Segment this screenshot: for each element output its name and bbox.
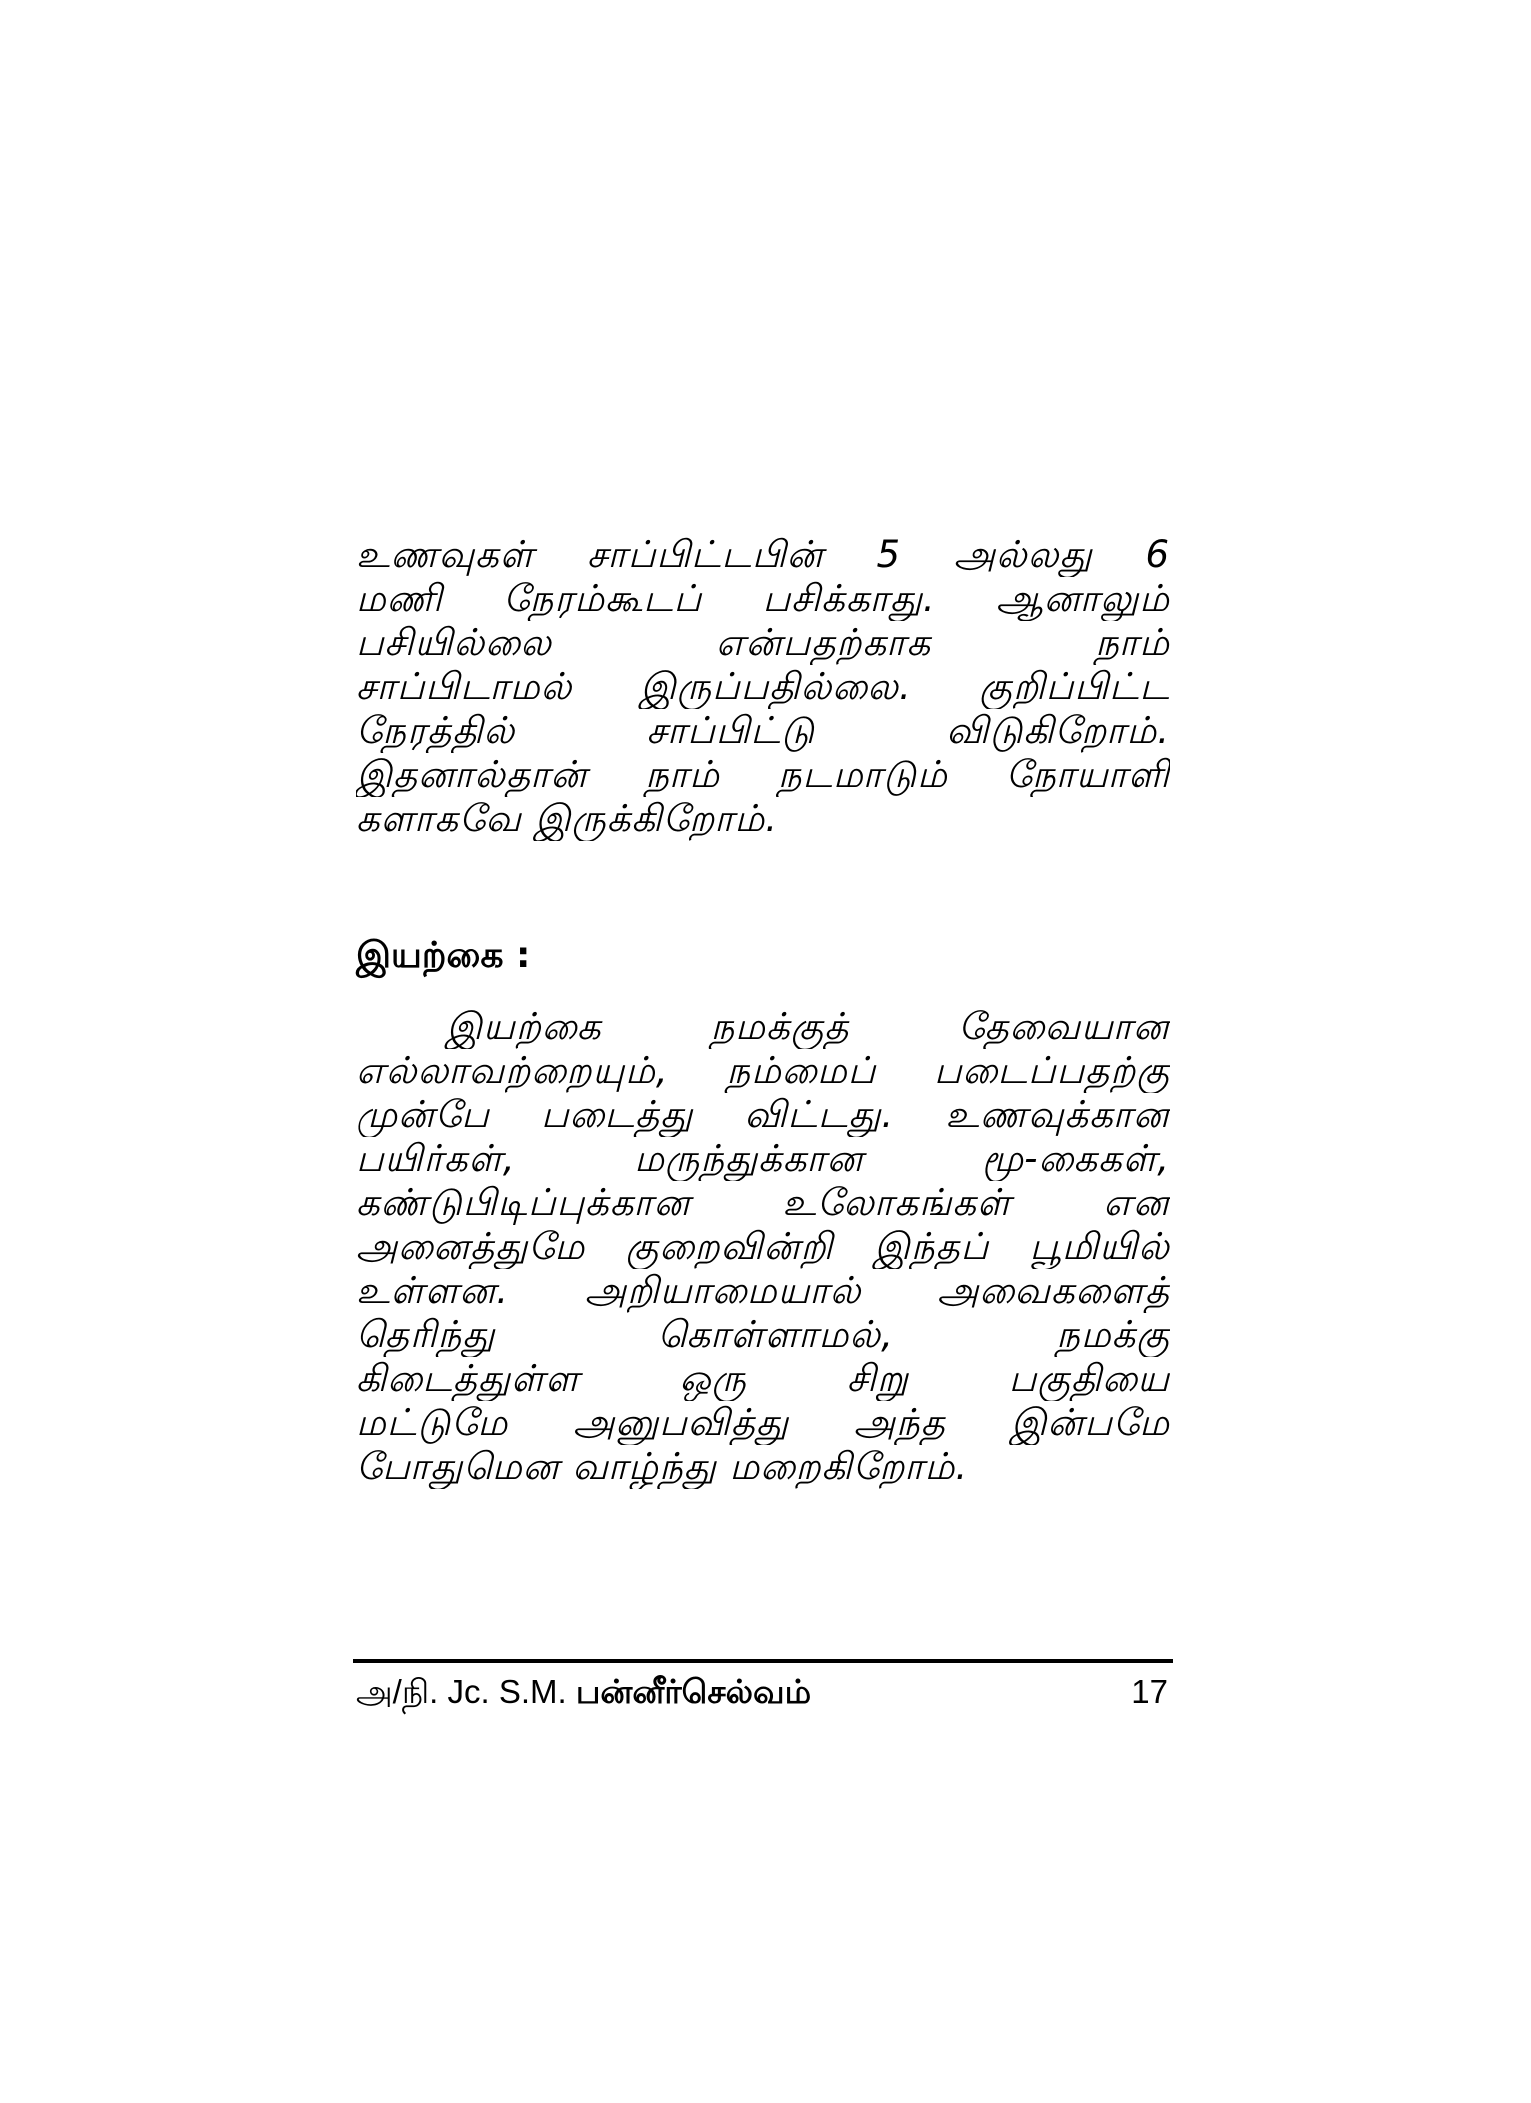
section-heading: இயற்கை : bbox=[356, 935, 531, 976]
paragraph-line: அனைத்துமே குறைவின்றி இந்தப் பூமியில் bbox=[356, 1225, 1170, 1268]
paragraph-line: பயிர்கள், மருந்துக்கான மூ-கைகள், bbox=[356, 1137, 1170, 1180]
paragraph-line: களாகவே இருக்கிறோம். bbox=[356, 797, 779, 840]
paragraph-line: இயற்கை நமக்குத் தேவையான bbox=[446, 1005, 1170, 1048]
paragraph-line: தெரிந்து கொள்ளாமல், நமக்கு bbox=[356, 1313, 1170, 1356]
author-name: பன்னீர்செல்வம் bbox=[575, 1673, 812, 1710]
paragraph-line: இதனால்தான் நாம் நடமாடும் நோயாளி bbox=[356, 753, 1170, 796]
paragraph-line: எல்லாவற்றையும், நம்மைப் படைப்பதற்கு bbox=[356, 1049, 1170, 1092]
paragraph-line: முன்பே படைத்து விட்டது. உணவுக்கான bbox=[356, 1093, 1170, 1136]
paragraph-line: கிடைத்துள்ள ஒரு சிறு பகுதியை bbox=[356, 1357, 1170, 1400]
footer-author bbox=[356, 1672, 811, 1712]
footer-divider bbox=[353, 1659, 1173, 1663]
paragraph-line: உணவுகள் சாப்பிட்டபின் 5 அல்லது 6 bbox=[356, 533, 1170, 576]
page-number: 17 bbox=[1131, 1673, 1168, 1710]
paragraph-1 bbox=[356, 533, 1170, 841]
author-prefix: அ/நி. Jc. S.M. bbox=[356, 1673, 576, 1710]
paragraph-line: நேரத்தில் சாப்பிட்டு விடுகிறோம். bbox=[356, 709, 1170, 752]
paragraph-2 bbox=[356, 1005, 1170, 1489]
paragraph-line: போதுமென வாழ்ந்து மறைகிறோம். bbox=[356, 1445, 969, 1488]
paragraph-line: பசியில்லை என்பதற்காக நாம் bbox=[356, 621, 1170, 664]
paragraph-line: மட்டுமே அனுபவித்து அந்த இன்பமே bbox=[356, 1401, 1170, 1444]
paragraph-line: கண்டுபிடிப்புக்கான உலோகங்கள் என bbox=[356, 1181, 1170, 1224]
paragraph-line: உள்ளன. அறியாமையால் அவைகளைத் bbox=[356, 1269, 1170, 1312]
paragraph-line: சாப்பிடாமல் இருப்பதில்லை. குறிப்பிட்ட bbox=[356, 665, 1170, 708]
paragraph-line: மணி நேரம்கூடப் பசிக்காது. ஆனாலும் bbox=[356, 577, 1170, 620]
